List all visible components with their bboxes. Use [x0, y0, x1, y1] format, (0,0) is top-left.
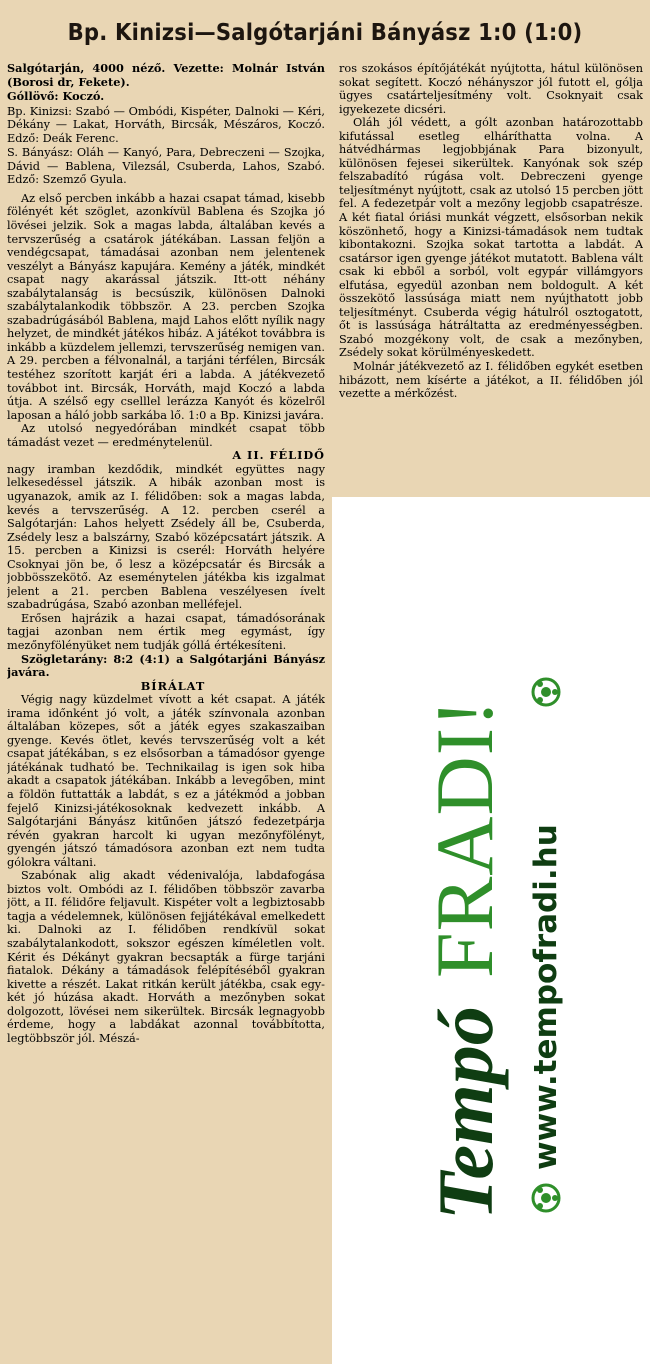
right-column: [339, 62, 643, 494]
first-half-paragraph-1: Az első percben inkább a hazai csapat támad, kisebb fölényét két szöglet, azonkívül Bablena és Szojka jó lövései jelzik. Sok a magas labda, általában kevés a tervszerűség a csatárok játékában. Lassan feljön a vendégcsapat, támadásai azonban nem jelentenek veszélyt a Bányász kapujára. Kemény a játék, mindkét csapat nagy akarással játszik. Itt-ott néhány szabálytalanság is becsúszik, különösen Dalnoki szabálytalankodik többször. A 23. percben Szojka szabadrúgásából Bablena, majd Lahos előtt nyílik nagy helyzet, de mindkét játékos hibáz. A játékot továbbra is inkább a küzdelem jellemzi, tervszerűség nemigen van. A 29. percben a félvonalnál, a tarjáni térfélen, Bircsák testéhez szorított karját éri a labda. A játékvezető továbbot int. Bircsák, Horváth, majd Koczó a labda útja. A szélső egy cselllel lerázza Kanyót és közelről laposan a háló jobb sarkába lő. 1:0 a Bp. Kinizsi javára.: [7, 191, 325, 422]
left-column: [7, 62, 325, 1360]
first-half-paragraph-2: Az utolsó negyedórában mindkét csapat több támadást vezet — eredménytelenül.: [7, 422, 325, 449]
match-venue: Salgótarján, 4000 néző. Vezette: Molnár István (Borosi dr, Fekete).: [7, 62, 325, 89]
corner-ratio: Szögletarány: 8:2 (4:1) a Salgótarjáni Bányász javára.: [7, 651, 325, 680]
goal-scorer: Góllövő: Koczó.: [7, 89, 105, 104]
right-paragraph-2: Oláh jól védett, a gólt azonban határozottabb kifutással esetleg elháríthatta volna. A hátvédhármas legjobbjának Para bizonyult, különösen fejesei sikerültek. Kanyónak sok szép felszabadító rúgása volt. Debreczeni gyenge teljesítményt nyújtott, csak az utolsó 15 percben jött fel. A fedezetpár volt a mezőny legjobb csapatrésze. A két fiatal óriási munkát végzett, elsősorban nekik köszönhető, hogy a Kinizsi-támadások nem tudtak kibontakozni. Szojka sokat tartotta a labdát. A csatársor igen gyenge játékot mutatott. Bablena vált csak ki ebből a sorból, volt egypár villámgyors elfutása, egyedül azonban nem boldogult. A két összekötő lassúsága miatt nem nyújthatott jobb teljesítményt. Csuberda végig hátulról osztogatott, őt is lassúsága hátráltatta az eredményességben. Szabó mozgékony volt, de csak a mezőnyben, Zsédely sokat körülményeskedett.: [339, 116, 643, 360]
second-half-paragraph-1: nagy iramban kezdődik, mindkét együttes nagy lelkesedéssel játszik. A hibák azonban most is ugyanazok, amik az I. félidőben: sok a magas labda, kevés a tervszerűség. A 12. percben cserél a Salgótarján: Lahos helyett Zsédely áll be, Csuberda, Zsédely lesz a balszárny, Szabó középcsatárt játszik. A 15. percben a Kinizsi is cserél: Horváth helyére Csoknyai jön be, ő lesz a középcsatár és Bircsák a jobbösszekötő. Az eseménytelen játékba kis izgalmat jelent a 21. percben Bablena veszélyesen ívelt szabadrúgása, Szabó azonban melléfejel.: [7, 462, 325, 612]
football-icon-right: [533, 679, 559, 705]
logo-fradi-text: FRADI!: [419, 698, 510, 978]
review-paragraph-2: Szabónak alig akadt védenivalója, labdafogása biztos volt. Ombódi az I. félidőben többször zavarba jött, a II. félidőre feljavult. Kispéter volt a legbiztosabb tagja a védelemnek, különösen fejjátékával emelkedett ki. Dalnoki az I. félidőben rendkívül sokat szabálytalankodott, sokszor egészen kíméletlen volt. Kérit és Dékányt gyakran becsapták a fürge tarjáni fiatalok. Dékány a támadások felépítéséből gyakran kivette a részét. Lakat ritkán került játékba, csak egy-két jó húzása akadt. Horváth a mezőnyben sokat dolgozott, lövései nem sikerültek. Bircsák legnagyobb érdeme, hogy a labdákat azonnal továbbította, legtöbbször jól. Mészá-: [7, 869, 325, 1045]
tempo-fradi-logo: [410, 600, 610, 1240]
right-paragraph-3: Molnár játékvezető az I. félidőben egykét esetben hibázott, nem kísérte a játékot, a II. félidőben jól vezette a mérkőzést.: [339, 360, 643, 401]
review-heading: BÍRÁLAT: [140, 678, 206, 693]
second-half-paragraph-2: Erősen hajrázik a hazai csapat, támadósorának tagjai azonban nem értik meg egymást, így mezőnyfölényüket nem tudják góllá értékesíteni.: [7, 611, 325, 652]
logo-tempo-text: Tempó: [422, 1006, 509, 1220]
football-icon-left: [533, 1185, 559, 1211]
review-paragraph-1: Végig nagy küzdelmet vívott a két csapat. A játék irama időnként jó volt, a játék színvonala azonban általában közepes, sőt a játék egyes szakaszaiban gyenge. Kevés ötlet, kevés tervszerűség volt a két csapat játékában, s ez elsősorban a támadósor gyenge játékának tudható be. Technikailag is igen sok hiba akadt a csapatok játékában. Inkább a levegőben, mint a földön futtatták a labdát, s ez a játékmód a jobban fejelő Kinizsi-játékosoknak kedvezett inkább. A Salgótarjáni Bányász kitűnően játszó fedezetpárja révén gyakran harcolt ki ugyan mezőnyfölényt, gyengén játszó támadósora azonban ezt nem tudta gólokra váltani.: [7, 693, 325, 869]
right-paragraph-1: ros szokásos építőjátékát nyújtotta, hátul különösen sokat segített. Koczó néhányszor jól futott el, gólja ügyes csatárteljesítmény volt. Csoknyait csak igyekezete dicséri.: [339, 62, 643, 116]
logo-url-text: www.tempofradi.hu: [528, 824, 564, 1170]
banyasz-lineup: S. Bányász: Oláh — Kanyó, Para, Debreczeni — Szojka, Dávid — Bablena, Vilezsál, Csuberda, Lahos, Szabó. Edző: Szemző Gyula.: [7, 146, 325, 187]
article-headline: Bp. Kinizsi—Salgótarjáni Bányász 1:0 (1:0): [67, 18, 583, 46]
kinizsi-lineup: Bp. Kinizsi: Szabó — Ombódi, Kispéter, Dalnoki — Kéri, Dékány — Lakat, Horváth, Bircsák, Mészáros, Koczó. Edző: Deák Ferenc.: [7, 104, 325, 145]
second-half-heading: A II. FÉLIDŐ: [232, 448, 325, 463]
